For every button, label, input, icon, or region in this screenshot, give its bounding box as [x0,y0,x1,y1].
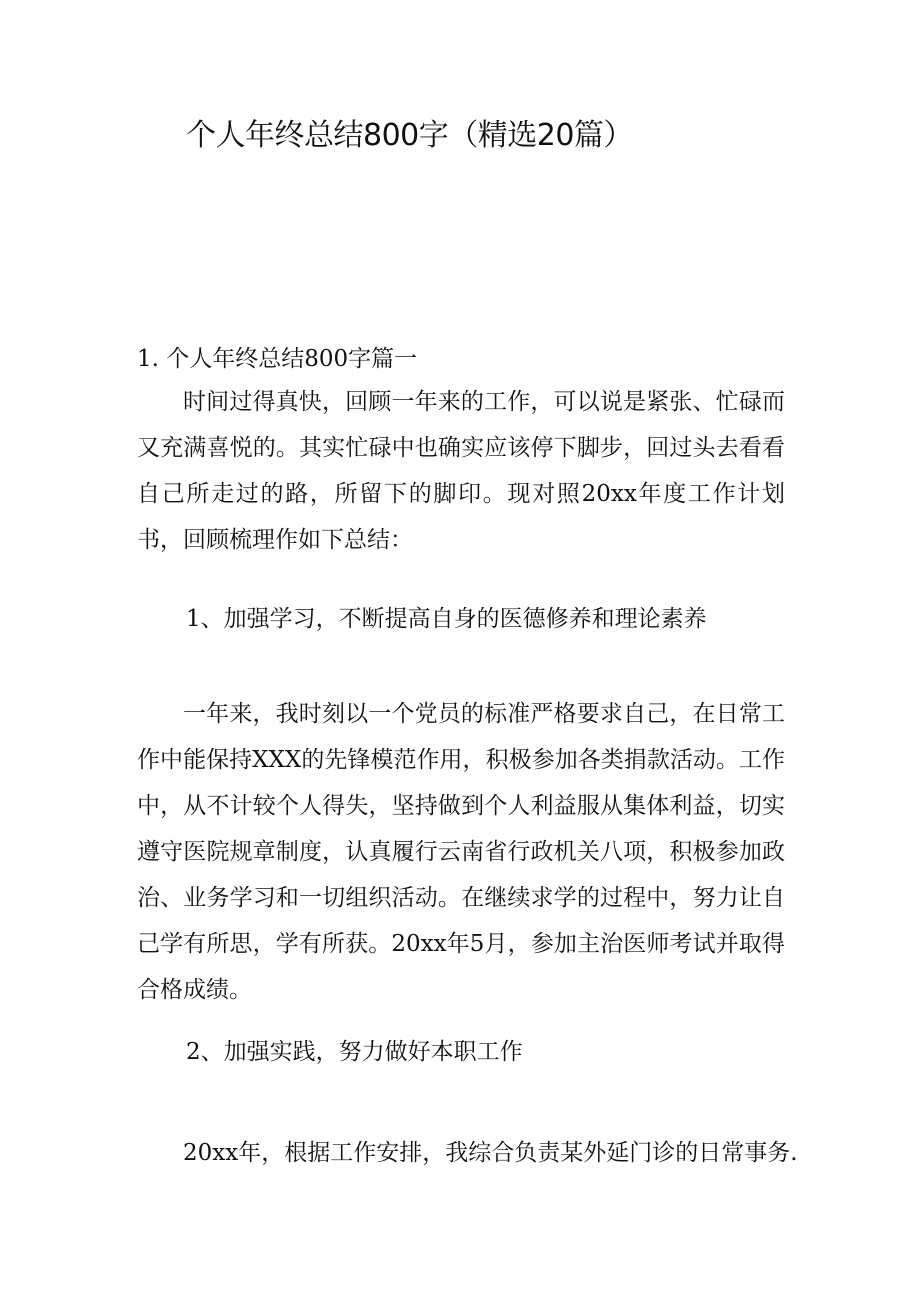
subheading-study: 1、加强学习，不断提高自身的医德修养和理论素养 [186,606,707,632]
section-heading: 1. 个人年终总结800字篇一 [137,346,418,372]
subheading-practice: 2、加强实践，努力做好本职工作 [186,1039,523,1065]
study-paragraph: 一年来，我时刻以一个党员的标准严格要求自己，在日常工作中能保持XXX的先锋模范作用，积极参加各类捐款活动。工作中，从不计较个人得失，坚持做到个人利益服从集体利益，切实遵守医院规章制度，认真履行云南省行政机关八项，积极参加政治、业务学习和一切组织活动。在继续求学的过程中，努力让自己学有所思，学有所获。20xx年5月，参加主治医师考试并取得合格成绩。 [137,701,785,1003]
intro-paragraph: 时间过得真快，回顾一年来的工作，可以说是紧张、忙碌而又充满喜悦的。其实忙碌中也确实应该停下脚步，回过头去看看自己所走过的路，所留下的脚印。现对照20xx年度工作计划书，回顾梳理作如下总结： [137,389,785,553]
document-title: 个人年终总结800字（精选20篇） [186,118,633,153]
practice-paragraph: 20xx年，根据工作安排，我综合负责某外延门诊的日常事务. [183,1140,798,1166]
